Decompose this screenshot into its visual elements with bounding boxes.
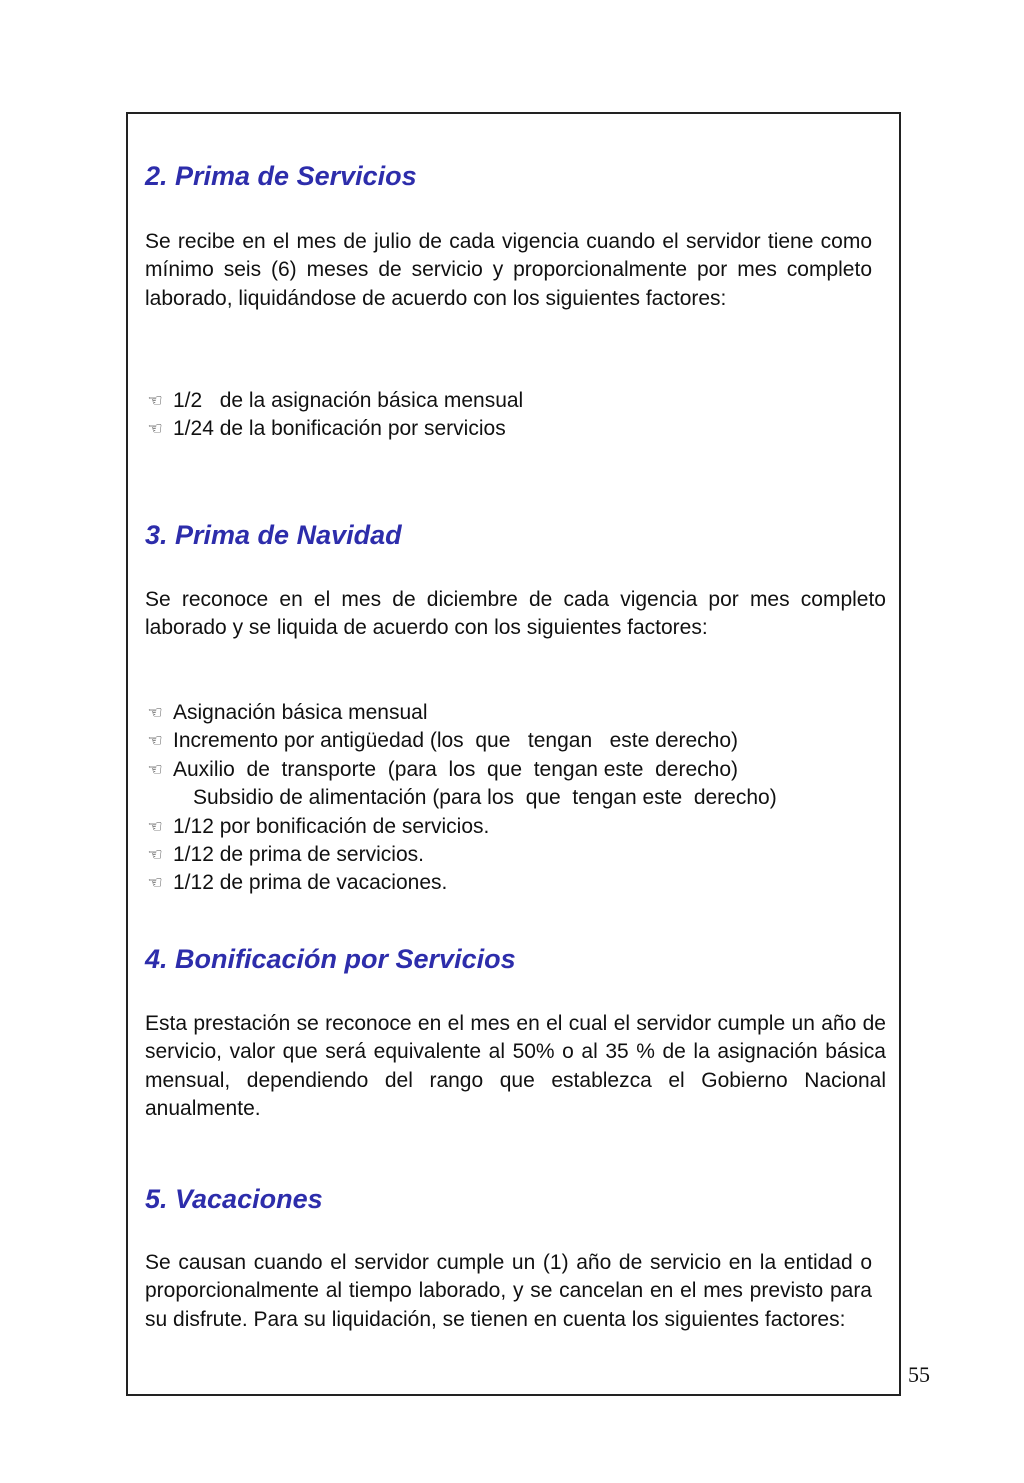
list-item: ☜ 1/12 por bonificación de servicios. — [145, 813, 777, 841]
list-item: ☜ 1/24 de la bonificación por servicios — [145, 415, 523, 443]
heading-vacaciones: 5. Vacaciones — [145, 1184, 323, 1214]
thumbs-up-icon: ☜ — [147, 731, 163, 752]
thumbs-up-icon: ☜ — [147, 845, 163, 866]
list-prima-servicios — [145, 387, 523, 444]
list-item: ☜ 1/12 de prima de vacaciones. — [145, 869, 777, 897]
heading-bonificacion: 4. Bonificación por Servicios — [145, 944, 516, 974]
text-vacaciones: Se causan cuando el servidor cumple un (1) año de servicio en la entidad o proporcionalmente al tiempo laborado, y se cancelan en el mes previsto para su disfrute. Para su liquidación, se tienen en cuenta los siguientes factores: — [145, 1251, 872, 1331]
heading-prima-navidad: 3. Prima de Navidad — [145, 520, 402, 550]
thumbs-up-icon: ☜ — [147, 816, 163, 837]
thumbs-up-icon: ☜ — [147, 391, 163, 411]
list-item: ☜ 1/12 de prima de servicios. — [145, 841, 777, 869]
list-item: ☜ Asignación básica mensual — [145, 699, 777, 727]
thumbs-up-icon: ☜ — [147, 759, 163, 780]
list-item: ☜ Auxilio de transporte (para los que tengan este derecho) — [145, 756, 777, 784]
list-item: ☜ 1/2 de la asignación básica mensual — [145, 387, 523, 415]
page-number: 55 — [908, 1362, 930, 1387]
list-item: ☜ Incremento por antigüedad (los que tengan este derecho) — [145, 727, 777, 755]
list-prima-navidad — [145, 699, 777, 898]
thumbs-up-icon: ☜ — [147, 419, 163, 440]
heading-prima-servicios: 2. Prima de Servicios — [145, 161, 417, 191]
thumbs-up-icon: ☜ — [147, 873, 163, 894]
list-item: Subsidio de alimentación (para los que tengan este derecho) — [193, 786, 777, 810]
text-prima-servicios: Se recibe en el mes de julio de cada vigencia cuando el servidor tiene como mínimo seis (6) meses de servicio y proporcionalmente por mes completo laborado, liquidándose de acuerdo con los siguientes factores: — [145, 230, 872, 310]
text-prima-navidad: Se reconoce en el mes de diciembre de cada vigencia por mes completo laborado y se liquida de acuerdo con los siguientes factores: — [145, 588, 886, 640]
text-bonificacion: Esta prestación se reconoce en el mes en el cual el servidor cumple un año de servicio, valor que será equivalente al 50% o al 35 % de la asignación básica mensual, dependiendo del rango que establezca el Gobierno Nacional anualmente. — [145, 1012, 886, 1121]
thumbs-up-icon: ☜ — [147, 703, 163, 723]
